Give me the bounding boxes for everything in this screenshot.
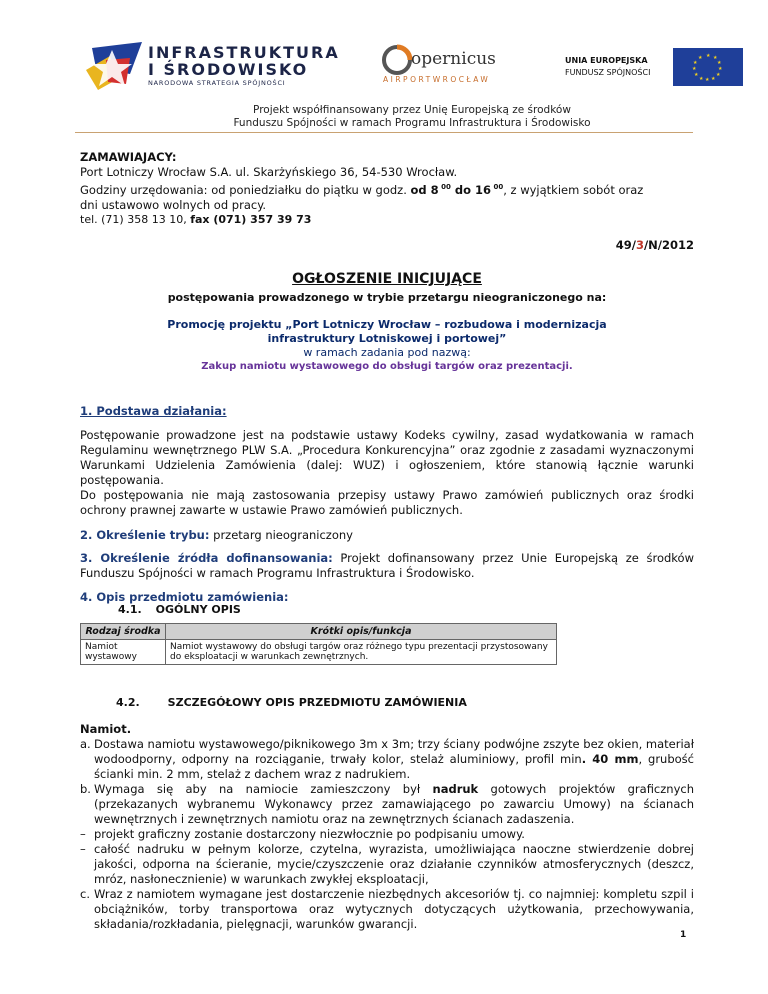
cofinance-note: Projekt współfinansowany przez Unię Europejską ze środków Funduszu Spójności w ramach Programu Infrastruktura i Środowisko — [233, 104, 591, 129]
copernicus-logo — [375, 44, 515, 90]
table-header-type: Rodzaj środka — [81, 624, 166, 640]
section-1-p1: Postępowanie prowadzone jest na podstawie ustawy Kodeks cywilny, zasad wydatkowania w ramach Regulaminu wewnętrznego PLW S.A. „Procedura Konkurencyjna” oraz zgodnie z zasadami wyznaczonymi Warunkami Udzielenia Zamówienia (dalej: WUZ) i ogłoszeniem, które stanowią łącznie warunki postępowania. — [80, 428, 694, 487]
table-row: Namiot wystawowy Namiot wystawowy do obsługi targów oraz różnego typu prezentacji przystosowany do eksploatacji w warunkach zewnętrznych. — [81, 640, 557, 665]
infrastruktura-logo — [86, 40, 340, 92]
svg-text:★: ★ — [716, 72, 721, 78]
svg-text:★: ★ — [706, 53, 711, 59]
page-subtitle: postępowania prowadzonego w trybie przetargu nieograniczonego na: — [167, 291, 607, 304]
infrastruktura-emblem-icon — [86, 40, 146, 92]
promo-block: Promocję projektu „Port Lotniczy Wrocław – rozbudowa i modernizacja infrastruktury Lotniskowej i portowej” w ramach zadania pod nazwą: Zakup namiotu wystawowego do obsługi targów oraz prezentacji. — [167, 318, 607, 372]
section-4-1-heading: 4.1. OGÓLNY OPIS — [118, 603, 241, 616]
namiot-heading: Namiot. — [80, 722, 132, 736]
svg-text:★: ★ — [698, 55, 703, 61]
infrastruktura-title: INFRASTRUKTURA I ŚRODOWISKO — [148, 43, 340, 79]
spec-table — [80, 623, 557, 665]
page-title: OGŁOSZENIE INICJUJĄCE — [292, 271, 482, 287]
svg-text:★: ★ — [718, 66, 723, 72]
office-hours: Godziny urzędowania: od poniedziałku do piątku w godz. od 8 $^{00}$ do 16 $^{00}$, z wyjątkiem sobót oraz — [80, 182, 644, 197]
list-item: a. Dostawa namiotu wystawowego/piknikowego 3m x 3m; trzy ściany podwójne zszyte bez okien, materiał wodoodporny, odporny na rozciąganie, trwały kolor, stelaż aluminiowy, profil min. 40 mm, grubość ścianki min. 2 mm, stelaż z dachem wraz z nadrukiem. — [80, 737, 694, 781]
zamawiajacy-block — [80, 150, 694, 213]
page-number: 1 — [680, 930, 687, 940]
section-4-heading: 4. Opis przedmiotu zamówienia: — [80, 590, 289, 604]
svg-text:★: ★ — [699, 76, 704, 82]
ue-line2: FUNDUSZ SPÓJNOŚCI — [565, 68, 651, 77]
copernicus-name: opernicus — [411, 49, 496, 69]
header-rule — [75, 132, 693, 133]
reference-number: 49/3/N/2012 — [615, 238, 694, 252]
list-item: b. Wymaga się aby na namiocie zamieszczony był nadruk gotowych projektów graficznych (przekazanych wybranemu Wykonawcy przez zamawiającego po zawarciu Umowy) na ścianach wewnętrznych i zewnętrznych namiotu oraz na zewnętrznych ścianach zadaszenia. — [80, 782, 695, 826]
list-item: – projekt graficzny zostanie dostarczony niezwłocznie po podpisaniu umowy. — [80, 827, 525, 841]
svg-text:★: ★ — [705, 77, 710, 83]
copernicus-airport: AIRPORTWROCŁAW — [383, 75, 491, 84]
ue-line1: UNIA EUROPEJSKA — [565, 56, 648, 65]
office-hours-line2: dni ustawowo wolnych od pracy. — [80, 197, 267, 212]
section-1-p2: Do postępowania nie mają zastosowania przepisy ustawy Prawo zamówień publicznych oraz środki ochrony prawnej zawarte w ustawie Prawo zamówień publicznych. — [80, 488, 694, 517]
table-header-desc: Krótki opis/funkcja — [166, 624, 557, 640]
zamawiajacy-address: Port Lotniczy Wrocław S.A. ul. Skarżyńskiego 36, 54-530 Wrocław. — [80, 165, 458, 179]
svg-text:★: ★ — [713, 55, 718, 61]
zamawiajacy-label: ZAMAWIAJACY: — [80, 150, 177, 164]
fax: fax (071) 357 39 73 — [190, 213, 312, 226]
list-item: – całość nadruku w pełnym kolorze, czytelna, wyrazista, umożliwiająca naoczne stwierdzenie dobrej jakości, odporna na ścieranie, mycie/czyszczenie oraz działanie czynników atmosferycznych (deszcz, mróz, nasłonecznienie) w warunkach zwykłej eksploatacji, — [80, 842, 694, 886]
svg-text:★: ★ — [694, 72, 699, 78]
svg-text:★: ★ — [717, 60, 722, 66]
infrastruktura-subtitle: NARODOWA STRATEGIA SPÓJNOŚCI — [148, 79, 286, 87]
svg-text:★: ★ — [711, 76, 716, 82]
eu-flag-icon — [673, 48, 743, 86]
section-4-2-heading: 4.2. SZCZEGÓŁOWY OPIS PRZEDMIOTU ZAMÓWIENIA — [116, 696, 467, 709]
phone: tel. (71) 358 13 10, — [80, 213, 191, 226]
contact-line — [80, 212, 694, 227]
namiot-list — [80, 737, 694, 932]
section-1-heading: 1. Podstawa działania: — [80, 404, 227, 418]
svg-text:★: ★ — [693, 60, 698, 66]
ue-logo — [565, 48, 745, 88]
svg-text:★: ★ — [692, 66, 697, 72]
section-3: 3. Określenie źródła dofinansowania: Projekt dofinansowany przez Unie Europejską ze środków Funduszu Spójności w ramach Programu Infrastruktura i Środowisko. — [80, 551, 694, 580]
list-item: c. Wraz z namiotem wymagane jest dostarczenie niezbędnych akcesoriów tj. co najmniej: kompletu szpil i obciążników, torby transportowa oraz wytycznych dotyczących użytkowania, przechowywania, składania/rozkładania, pielęgnacji, warunków gwarancji. — [80, 887, 694, 931]
section-2: 2. Określenie trybu: przetarg nieograniczony — [80, 528, 353, 542]
